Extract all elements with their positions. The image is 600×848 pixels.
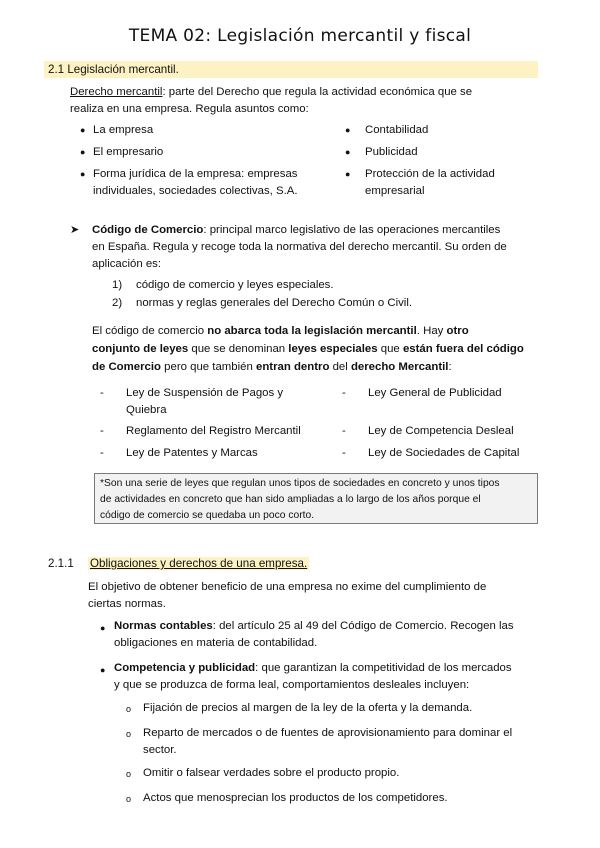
codigo-paragraph-cont: en España. Regula y recoge toda la normativa del derecho mercantil. Su orden de aplicación es: bbox=[92, 241, 507, 270]
list-item: - Ley de Suspensión de Pagos y Quiebra bbox=[100, 387, 284, 416]
list-item: - Ley de Sociedades de Capital bbox=[342, 447, 520, 459]
list-item: - Ley de Patentes y Marcas bbox=[100, 447, 258, 459]
intro-paragraph: El objetivo de obtener beneficio de una empresa no exime del cumplimiento de ciertas normas. bbox=[88, 581, 487, 610]
order-list bbox=[112, 277, 412, 312]
codigo-term: Código de Comercio bbox=[92, 224, 204, 236]
list-item: Omitir o falsear verdades sobre el producto propio. bbox=[143, 767, 400, 779]
list-item: - Reglamento del Registro Mercantil bbox=[100, 425, 301, 437]
note-box: *Son una serie de leyes que regulan unos tipos de sociedades en concreto y unos tipos de actividades en concreto que han sido ampliadas a lo largo de los años porque el código de comercio se quedaba un poco corto. bbox=[94, 473, 538, 524]
definition-paragraph bbox=[70, 84, 532, 118]
topics-left-list bbox=[80, 122, 320, 200]
definition-text-2: realiza en una empresa. Regula asuntos como: bbox=[70, 103, 309, 115]
circle-bullet-icon: o bbox=[126, 769, 132, 779]
bullet-icon: ● bbox=[100, 623, 106, 633]
page-title: TEMA 02: Legislación mercantil y fiscal bbox=[128, 26, 472, 46]
list-item: ● Publicidad bbox=[345, 144, 545, 166]
circle-bullet-icon: o bbox=[126, 704, 132, 714]
list-item: ● Protección de la actividad empresarial bbox=[345, 168, 495, 197]
section-heading-2-1-1 bbox=[44, 555, 309, 572]
list-item: Actos que menosprecian los productos de los competidores. bbox=[143, 792, 448, 804]
circle-bullet-icon: o bbox=[126, 729, 132, 739]
list-item: ● La empresa bbox=[80, 122, 320, 144]
bullet-icon: ● bbox=[80, 147, 86, 157]
section-heading-2-1: 2.1 Legislación mercantil. bbox=[44, 61, 538, 78]
laws-left-list bbox=[100, 385, 330, 462]
normas-contables-item: Normas contables: del artículo 25 al 49 del Código de Comercio. Recogen las obligaciones en materia de contabilidad. bbox=[114, 620, 514, 649]
codigo-paragraph: Código de Comercio: principal marco legislativo de las operaciones mercantiles bbox=[92, 224, 501, 236]
list-item: - Ley de Competencia Desleal bbox=[342, 425, 514, 437]
special-laws-paragraph: El código de comercio no abarca toda la legislación mercantil. Hay otro conjunto de leyes que se denominan leyes especiales que están fuera del código de Comercio pero que también entran dentro del derecho Mercantil: bbox=[92, 325, 524, 373]
list-item: ● El empresario bbox=[80, 144, 320, 166]
section-number: 2.1.1 bbox=[48, 557, 74, 570]
bullet-icon: ● bbox=[345, 147, 351, 157]
competencia-item: Competencia y publicidad: que garantizan la competitividad de los mercados y que se produzca de forma leal, comportamientos desleales incluyen: bbox=[114, 662, 512, 691]
arrow-bullet-icon: ➤ bbox=[70, 224, 80, 236]
list-item: ● Forma jurídica de la empresa: empresas individuales, sociedades colectivas, S.A. bbox=[80, 168, 298, 197]
definition-text-1: : parte del Derecho que regula la actividad económica que se bbox=[162, 86, 473, 98]
list-item: - Ley General de Publicidad bbox=[342, 387, 502, 399]
definition-term: Derecho mercantil bbox=[70, 86, 163, 98]
list-item: 2) normas y reglas generales del Derecho Común o Civil. bbox=[112, 297, 413, 309]
circle-bullet-icon: o bbox=[126, 794, 132, 804]
bullet-icon: ● bbox=[345, 125, 351, 135]
list-item: Fijación de precios al margen de la ley de la oferta y la demanda. bbox=[143, 702, 473, 714]
laws-right-list bbox=[342, 385, 542, 462]
bullet-icon: ● bbox=[345, 169, 351, 179]
bullet-icon: ● bbox=[100, 665, 106, 675]
topics-right-list bbox=[345, 122, 545, 200]
bullet-icon: ● bbox=[80, 125, 86, 135]
section-title: Obligaciones y derechos de una empresa. bbox=[90, 557, 308, 570]
bullet-icon: ● bbox=[80, 169, 86, 179]
list-item: 1) código de comercio y leyes especiales. bbox=[112, 279, 334, 291]
list-item: Reparto de mercados o de fuentes de aprovisionamiento para dominar el sector. bbox=[143, 727, 513, 756]
list-item: ● Contabilidad bbox=[345, 122, 545, 144]
